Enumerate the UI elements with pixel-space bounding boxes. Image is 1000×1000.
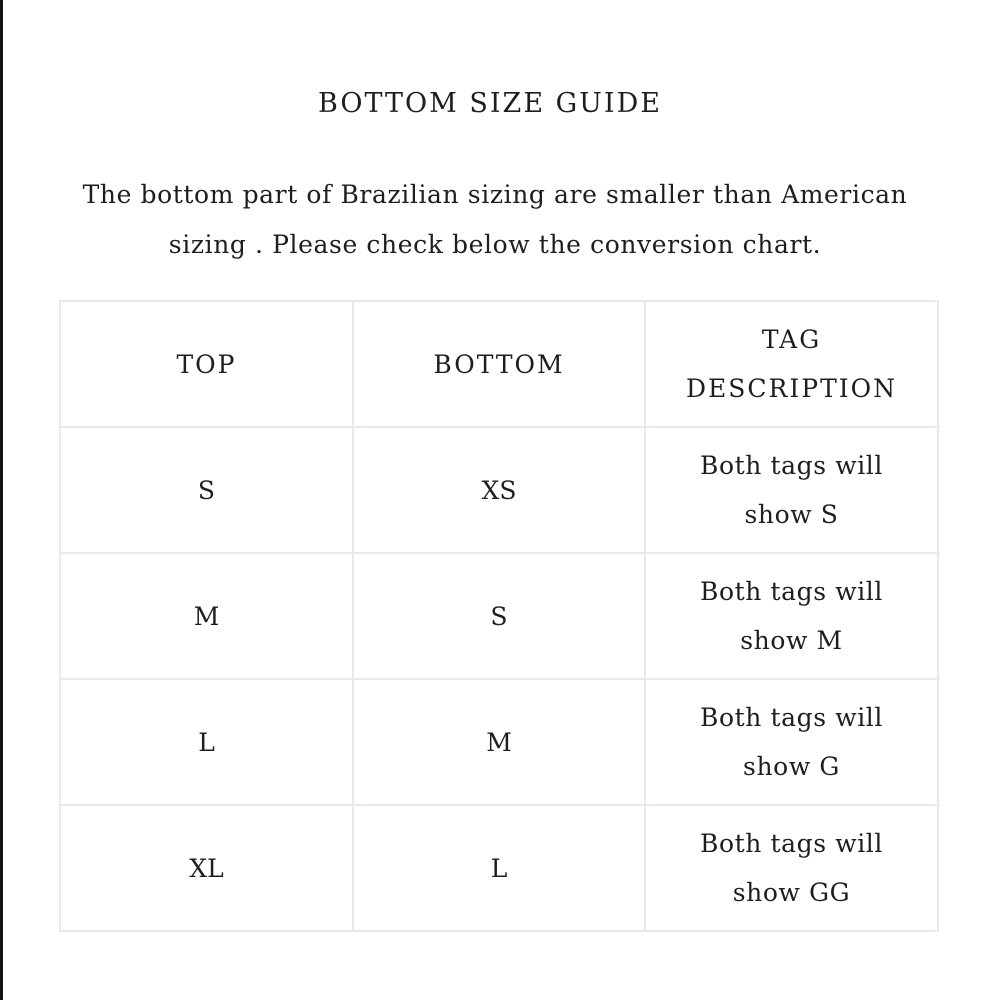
cell-tag: [645, 679, 938, 805]
cell-tag: [645, 805, 938, 931]
cell-bottom: S: [353, 553, 645, 679]
header-bottom: BOTTOM: [353, 301, 645, 427]
cell-top: S: [60, 427, 353, 553]
left-edge-border: [0, 0, 3, 1000]
cell-bottom: XS: [353, 427, 645, 553]
cell-tag-text: Both tags will show G: [699, 703, 884, 781]
cell-tag: [645, 553, 938, 679]
cell-bottom: L: [353, 805, 645, 931]
table-row: [60, 805, 938, 931]
cell-top: L: [60, 679, 353, 805]
header-tag-description: [645, 301, 938, 427]
header-tag-description-label: TAG DESCRIPTION: [686, 325, 897, 403]
cell-bottom: M: [353, 679, 645, 805]
header-top: TOP: [60, 301, 353, 427]
table-header-row: [60, 301, 938, 427]
cell-top: XL: [60, 805, 353, 931]
size-conversion-table: [59, 300, 939, 932]
table-row: [60, 427, 938, 553]
cell-tag-text: Both tags will show S: [699, 451, 884, 529]
cell-tag-text: Both tags will show M: [699, 577, 884, 655]
intro-text: The bottom part of Brazilian sizing are smaller than American sizing . Please check below the conversion chart.: [82, 180, 908, 259]
table-row: [60, 679, 938, 805]
cell-tag-text: Both tags will show GG: [699, 829, 884, 907]
page-title: BOTTOM SIZE GUIDE: [318, 88, 662, 119]
cell-tag: [645, 427, 938, 553]
cell-top: M: [60, 553, 353, 679]
table-row: [60, 553, 938, 679]
